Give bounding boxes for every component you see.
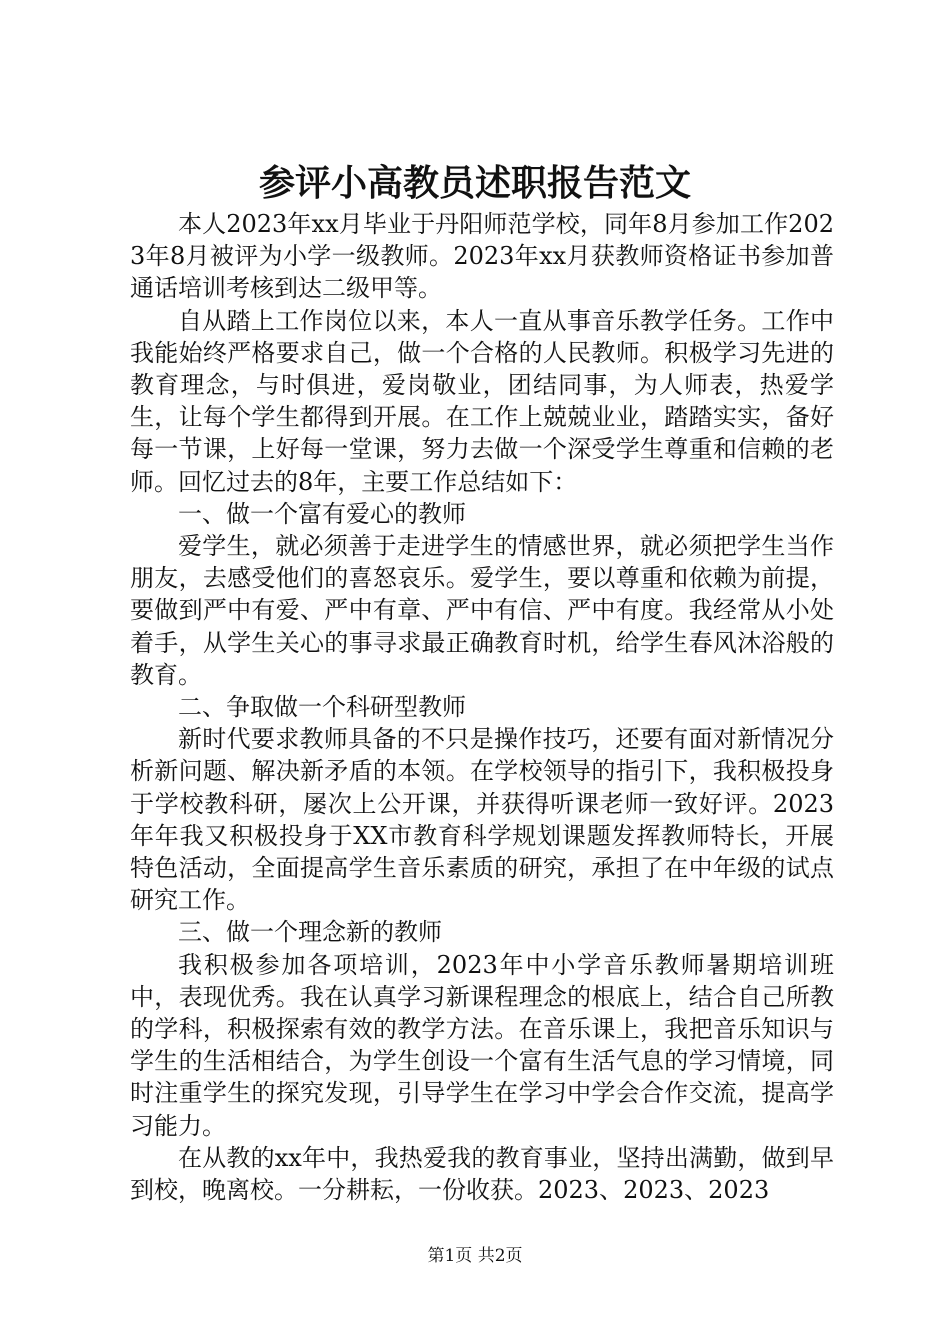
paragraph-section-1: 爱学生，就必须善于走进学生的情感世界，就必须把学生当作朋友，去感受他们的喜怒哀乐。爱学生，要以尊重和依赖为前提，要做到严中有爱、严中有章、严中有信、严中有度。我经常从小处着手，从学生关心的事寻求最正确教育时机，给学生春风沐浴般的教育。: [130, 532, 834, 689]
page-number: 第1页 共2页: [427, 1246, 523, 1266]
paragraph-section-3: 我积极参加各项培训，2023年中小学音乐教师暑期培训班中，表现优秀。我在认真学习新课程理念的根底上，结合自己所教的学科，积极探索有效的教学方法。在音乐课上，我把音乐知识与学生的生活相结合，为学生创设一个富有生活气息的学习情境，同时注重学生的探究发现，引导学生在学习中学会合作交流，提高学习能力。: [130, 950, 834, 1140]
paragraph-overview: 自从踏上工作岗位以来，本人一直从事音乐教学任务。工作中我能始终严格要求自己，做一个合格的人民教师。积极学习先进的教育理念，与时俱进，爱岗敬业，团结同事，为人师表，热爱学生，让每个学生都得到开展。在工作上兢兢业业，踏踏实实，备好每一节课，上好每一堂课，努力去做一个深受学生尊重和信赖的老师。回忆过去的8年，主要工作总结如下：: [130, 306, 834, 496]
paragraph-closing: 在从教的xx年中，我热爱我的教育事业，坚持出满勤，做到早到校，晚离校。一分耕耘，一份收获。2023、2023、2023: [130, 1143, 834, 1205]
paragraph-intro: 本人2023年xx月毕业于丹阳师范学校，同年8月参加工作2023年8月被评为小学一级教师。2023年xx月获教师资格证书参加普通话培训考核到达二级甲等。: [130, 210, 834, 303]
document-title: 参评小高教员述职报告范文: [258, 162, 691, 204]
section-heading-1: 一、做一个富有爱心的教师: [178, 499, 466, 528]
paragraph-section-2: 新时代要求教师具备的不只是操作技巧，还要有面对新情况分析新问题、解决新矛盾的本领。在学校领导的指引下，我积极投身于学校教科研，屡次上公开课，并获得听课老师一致好评。2023年年我又积极投身于XX市教育科学规划课题发挥教师特长，开展特色活动，全面提高学生音乐素质的研究，承担了在中年级的试点研究工作。: [130, 725, 834, 915]
section-heading-2: 二、争取做一个科研型教师: [178, 693, 466, 722]
document-body: [130, 208, 834, 1206]
section-heading-3: 三、做一个理念新的教师: [178, 918, 442, 947]
